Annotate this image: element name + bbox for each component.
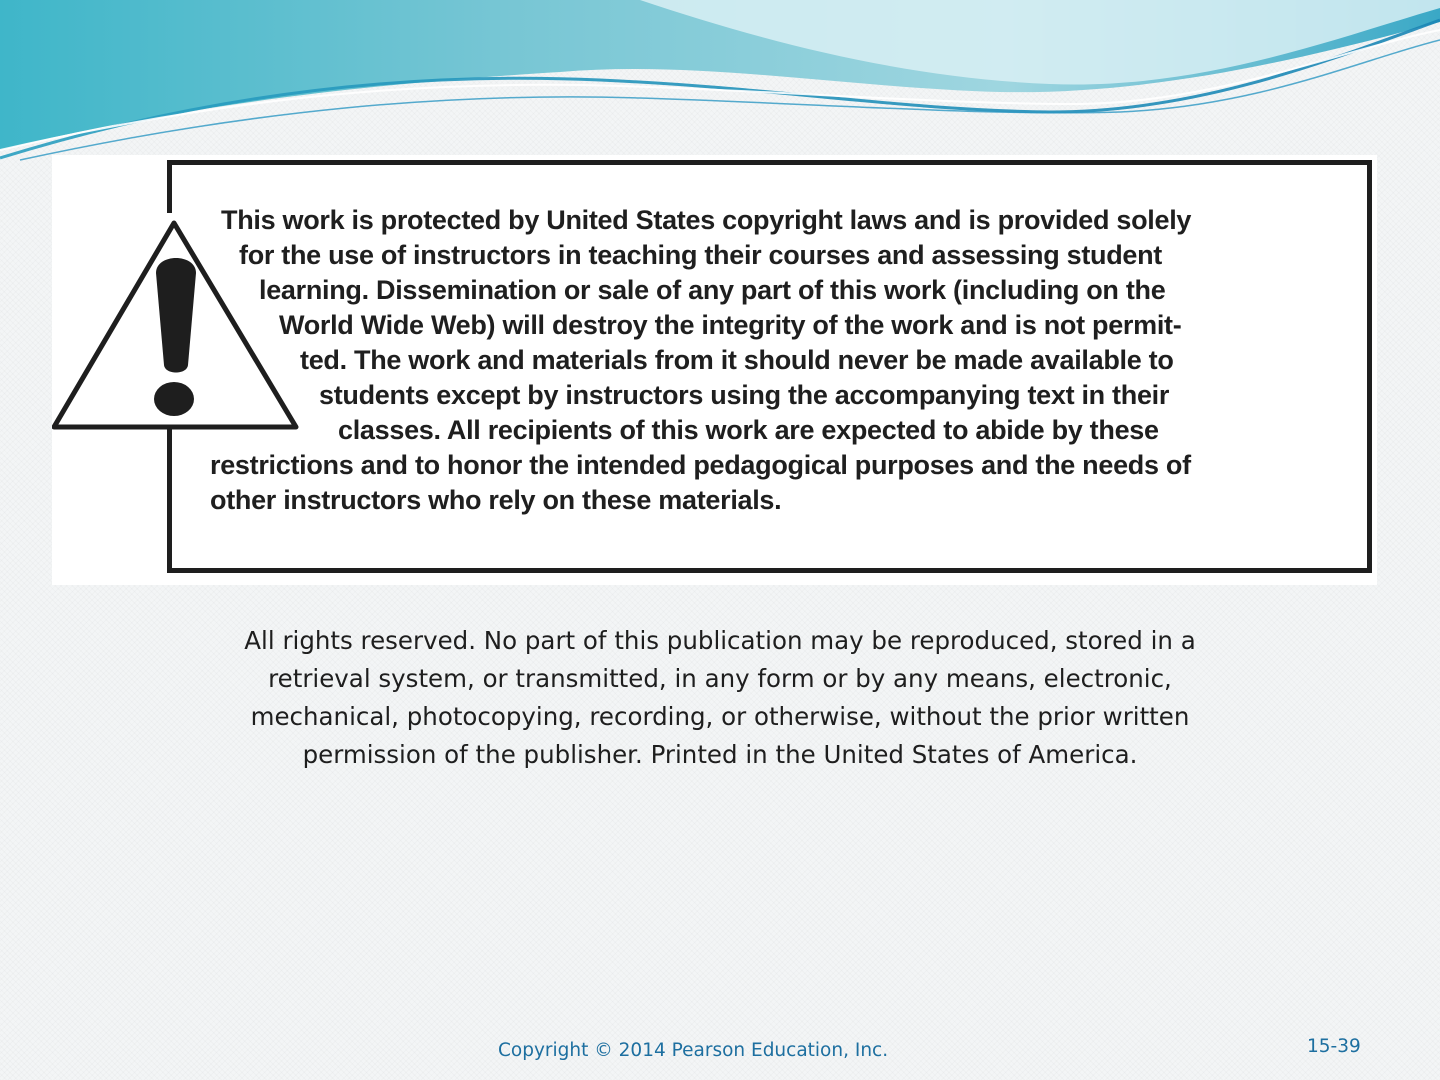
notice-line: This work is protected by United States copyright laws and is provided solely: [221, 205, 1192, 235]
notice-line: classes. All recipients of this work are expected to abide by these: [338, 415, 1159, 445]
copyright-notice-panel: [52, 155, 1377, 585]
header-wave-decoration: [0, 0, 1440, 170]
rights-reserved-paragraph: [120, 622, 1320, 774]
rights-line: permission of the publisher. Printed in the United States of America.: [302, 740, 1138, 769]
notice-line: restrictions and to honor the intended pedagogical purposes and the needs of: [210, 450, 1191, 480]
notice-line: other instructors who rely on these materials.: [210, 485, 782, 515]
rights-line: mechanical, photocopying, recording, or otherwise, without the prior written: [250, 702, 1190, 731]
slide-number: 15-39: [1307, 1036, 1361, 1057]
rights-line: All rights reserved. No part of this publication may be reproduced, stored in a: [244, 626, 1196, 655]
notice-line: World Wide Web) will destroy the integrity of the work and is not permit-: [279, 310, 1182, 340]
notice-line: students except by instructors using the accompanying text in their: [319, 380, 1170, 410]
notice-line: learning. Dissemination or sale of any part of this work (including on the: [259, 275, 1166, 305]
notice-line: for the use of instructors in teaching their courses and assessing student: [239, 240, 1162, 270]
footer-copyright: Copyright © 2014 Pearson Education, Inc.: [498, 1040, 889, 1061]
notice-line: ted. The work and materials from it should never be made available to: [300, 345, 1174, 375]
rights-line: retrieval system, or transmitted, in any form or by any means, electronic,: [268, 664, 1172, 693]
